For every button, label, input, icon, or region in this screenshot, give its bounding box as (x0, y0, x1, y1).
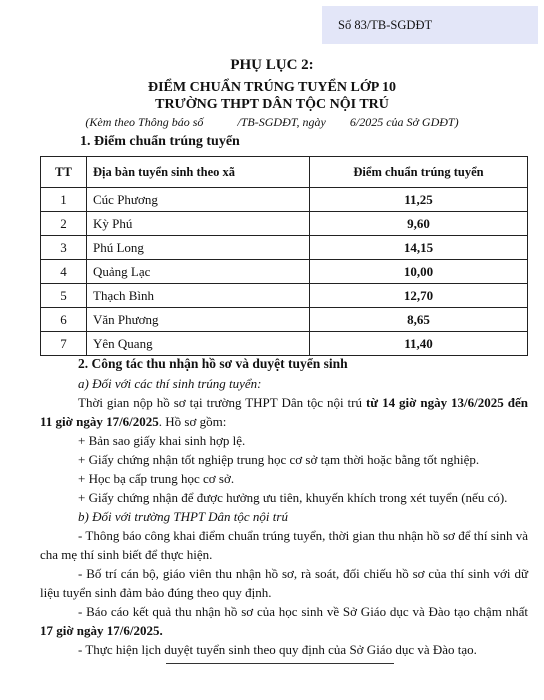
row-area: Văn Phương (87, 308, 310, 332)
row-area: Phú Long (87, 236, 310, 260)
row-index: 2 (41, 212, 87, 236)
attachment-note: (Kèm theo Thông báo số /TB-SGDĐT, ngày 6/2025 của Sở GDĐT) (85, 115, 459, 129)
row-area: Yên Quang (87, 332, 310, 356)
row-score: 12,70 (310, 284, 528, 308)
title-block (0, 56, 544, 130)
subheading-candidates: a) Đối với các thí sinh trúng tuyển: (78, 376, 262, 391)
row-area: Cúc Phương (87, 188, 310, 212)
row-index: 3 (41, 236, 87, 260)
cutoff-score-table (40, 156, 528, 356)
table-row (41, 332, 528, 356)
row-score: 10,00 (310, 260, 528, 284)
subheading-school: b) Đối với trường THPT Dân tộc nội trú (78, 509, 288, 524)
main-title-line-2: TRƯỜNG THPT DÂN TỘC NỘI TRÚ (155, 97, 389, 112)
table-row (41, 236, 528, 260)
row-score: 9,60 (310, 212, 528, 236)
table-row (41, 284, 528, 308)
row-score: 11,40 (310, 332, 528, 356)
row-score: 14,15 (310, 236, 528, 260)
row-area: Thạch Bình (87, 284, 310, 308)
table-row (41, 188, 528, 212)
school-task: - Thông báo công khai điểm chuẩn trúng tuyển, thời gian thu nhận hồ sơ để thí sinh và cha mẹ thí sinh biết để thực hiện. (40, 528, 528, 562)
submission-time-paragraph: Thời gian nộp hồ sơ tại trường THPT Dân tộc nội trú từ 14 giờ ngày 13/6/2025 đến 11 giờ ngày 17/6/2025. Hồ sơ gồm: (40, 395, 528, 429)
header-area: Địa bàn tuyển sinh theo xã (87, 157, 310, 188)
document-number-box (322, 6, 538, 44)
school-task: - Thực hiện lịch duyệt tuyển sinh theo quy định của Sở Giáo dục và Đào tạo. (78, 642, 477, 657)
main-title-line-1: ĐIỂM CHUẨN TRÚNG TUYỂN LỚP 10 (147, 80, 396, 95)
document-item: + Giấy chứng nhận để được hưởng ưu tiên, khuyến khích trong xét tuyển (nếu có). (78, 490, 508, 505)
row-index: 1 (41, 188, 87, 212)
school-task: - Bố trí cán bộ, giáo viên thu nhận hồ sơ, rà soát, đối chiếu hồ sơ của thí sinh với dữ liệu tuyển sinh đảm bảo đúng theo quy định. (40, 566, 528, 600)
header-score: Điểm chuẩn trúng tuyển (310, 157, 528, 188)
table-header-row (41, 157, 528, 188)
submission-time-range: từ 14 giờ ngày 13/6/2025 đến 11 giờ ngày 17/6/2025 (40, 395, 528, 429)
closing-divider (166, 663, 394, 664)
school-task: - Báo cáo kết quả thu nhận hồ sơ của học sinh về Sở Giáo dục và Đào tạo chậm nhất 17 giờ ngày 17/6/2025. (40, 604, 528, 638)
table-row (41, 212, 528, 236)
document-item: + Bản sao giấy khai sinh hợp lệ. (78, 433, 246, 448)
document-item: + Giấy chứng nhận tốt nghiệp trung học cơ sở tạm thời hoặc bằng tốt nghiệp. (78, 452, 480, 467)
row-index: 6 (41, 308, 87, 332)
row-area: Kỳ Phú (87, 212, 310, 236)
row-score: 8,65 (310, 308, 528, 332)
row-index: 4 (41, 260, 87, 284)
row-score: 11,25 (310, 188, 528, 212)
row-index: 7 (41, 332, 87, 356)
section-2 (40, 354, 528, 659)
report-deadline: 17 giờ ngày 17/6/2025. (40, 623, 163, 638)
table-row (41, 308, 528, 332)
document-number: Số 83/TB-SGDĐT (338, 18, 433, 32)
section-2-heading: 2. Công tác thu nhận hồ sơ và duyệt tuyển sinh (78, 356, 348, 371)
table-row (41, 260, 528, 284)
row-area: Quảng Lạc (87, 260, 310, 284)
row-index: 5 (41, 284, 87, 308)
document-item: + Học bạ cấp trung học cơ sở. (78, 471, 235, 486)
appendix-title: PHỤ LỤC 2: (230, 57, 314, 73)
section-1-heading: 1. Điểm chuẩn trúng tuyển (80, 134, 240, 149)
header-index: TT (41, 157, 87, 188)
